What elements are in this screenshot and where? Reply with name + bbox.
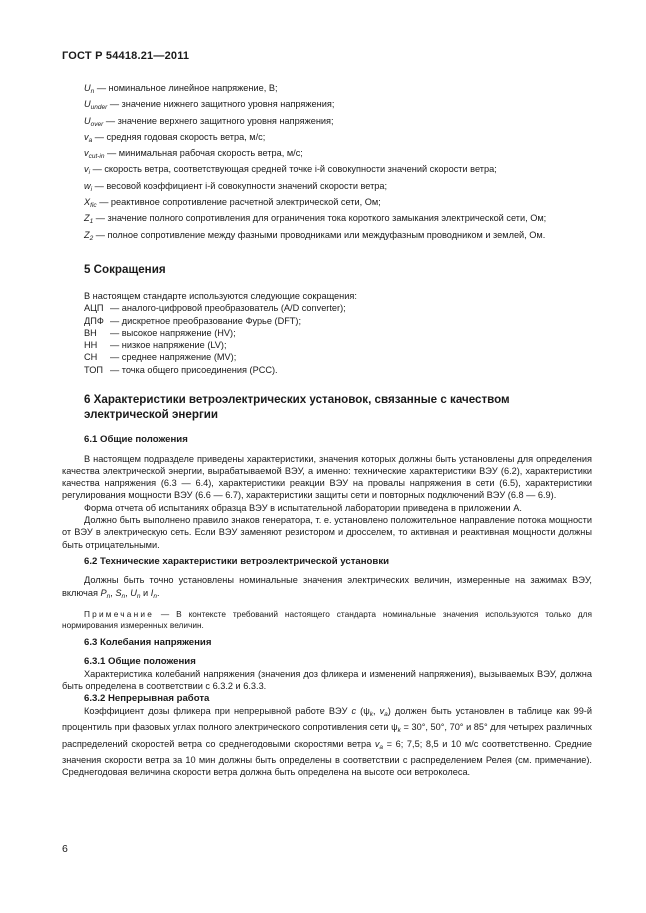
definition-item: $U_{over}$ — значение верхнего защитного уровня напряжения; xyxy=(84,115,334,128)
definition-item: $w_i$ — весовой коэффициент i-й совокупности значений скорости ветра; xyxy=(84,180,388,193)
section-6-heading: 6 Характеристики ветроэлектрических установок, связанные с качеством электрической энергии xyxy=(84,393,510,422)
definition-item: $v_i$ — скорость ветра, соответствующая средней точке i-й совокупности значений скорости ветра; xyxy=(84,164,497,177)
abbreviations-intro: В настоящем стандарте используются следующие сокращения: xyxy=(84,290,357,301)
section-5-heading: 5 Сокращения xyxy=(84,262,166,276)
abbreviations-list xyxy=(62,290,592,376)
abbreviation-item: НН — низкое напряжение (LV); xyxy=(84,340,227,351)
abbreviation-item: СН — среднее напряжение (MV); xyxy=(84,352,237,363)
definition-item: $U_n$ — номинальное линейное напряжение, В; xyxy=(84,83,278,95)
formula: $v_a$ xyxy=(374,738,384,751)
subsection-6-3-1-heading: 6.3.1 Общие положения xyxy=(84,655,196,667)
subsection-6-3-2-heading: 6.3.2 Непрерывная работа xyxy=(84,692,210,704)
paragraph: Должны быть точно установлены номинальные значения электрических величин, измеренные на зажимах ВЭУ, включая $P_n$, $S_n$, $U_n$ и $I_n$. xyxy=(62,575,592,600)
definition-item: $Z_2$ — полное сопротивление между фазными проводниками или междуфазным проводником и землей, Ом. xyxy=(84,229,546,242)
paragraph: Коэффициент дозы фликера при непрерывной работе ВЭУ c ($\psi_k$, $v_a$) должен быть установлен в таблице как 99-й процентиль при фазовых углах полного электрического сопротивления сети $\psi_k = 30^\circ$, 50°, 70° и 85° для четырех различных распределений скоростей ветра со среднегодовыми скоростями ветра $v_a = 6$; 7,5; 8,5 и 10 м/с соответственно. Средние значения скорости ветра за 10 мин должны быть определены в соответствии с распределением Релея (см. примечание). Среднегодовая величина скорости ветра должна быть определена на высоте оси ветроколеса. xyxy=(62,706,593,778)
abbreviation-item: ДПФ — дискретное преобразование Фурье (DFT); xyxy=(84,315,302,326)
standard-header: ГОСТ Р 54418.21—2011 xyxy=(62,50,190,62)
page-number: 6 xyxy=(62,843,68,855)
note: Примечание — В контексте требований настоящего стандарта номинальные значения используются только для нормирования измеренных величин. xyxy=(62,609,592,631)
definition-item: $Z_1$ — значение полного сопротивления для ограничения тока короткого замыкания электрической сети, Ом; xyxy=(84,213,547,226)
definition-item: $X_{fic}$ — реактивное сопротивление расчетной электрической сети, Ом; xyxy=(84,197,381,210)
definition-item: $v_a$ — средняя годовая скорость ветра, м/с; xyxy=(84,131,266,144)
note-label: Примечание xyxy=(84,609,155,620)
paragraph: Форма отчета об испытаниях образца ВЭУ в испытательной лаборатории приведена в приложении А. xyxy=(84,502,522,513)
subsection-6-2-heading: 6.2 Технические характеристики ветроэлектрической установки xyxy=(84,555,390,567)
definition-item: $U_{under}$ — значение нижнего защитного уровня напряжения; xyxy=(84,99,335,112)
symbol-definitions xyxy=(62,82,592,245)
abbreviation-item: ВН — высокое напряжение (HV); xyxy=(84,327,236,338)
page-content xyxy=(62,82,592,779)
paragraph: В настоящем подразделе приведены характеристики, значения которых должны быть установлены для определения качества электрической энергии, вырабатываемой ВЭУ, а именно: технические характеристики ВЭУ (6.2), характеристики качества напряжения (6.3 — 6.4), характеристики реакции ВЭУ на провалы напряжения в сети (6.5), характеристики регулирования мощности ВЭУ (6.6 — 6.7), характеристики защиты сети и повторных подключений ВЭУ (6.8 — 6.9). xyxy=(62,453,592,501)
paragraph: Характеристика колебаний напряжения (значения доз фликера и изменений напряжения), вызываемых ВЭУ, должна быть определена в соответствии с 6.3.2 и 6.3.3. xyxy=(62,669,592,692)
subsection-6-3-heading: 6.3 Колебания напряжения xyxy=(84,637,212,649)
formula: $\psi_k$ xyxy=(391,722,401,735)
subsection-6-1-heading: 6.1 Общие положения xyxy=(84,434,188,446)
definition-item: $v_{cut-in}$ — минимальная рабочая скорость ветра, м/с; xyxy=(84,148,303,161)
abbreviation-item: ТОП — точка общего присоединения (PCC). xyxy=(84,364,278,375)
paragraph: Должно быть выполнено правило знаков генератора, т. е. установлено положительное направление потока мощности от ВЭУ в электрическую сеть. Если ВЭУ заменяют резистором и дросселем, то активная и реактивная мощности должны быть отрицательными. xyxy=(62,515,592,550)
abbreviation-item: АЦП — аналого-цифровой преобразователь (A/D converter); xyxy=(84,303,346,314)
formula: c ($\psi_k$, $v_a$) xyxy=(351,706,391,719)
